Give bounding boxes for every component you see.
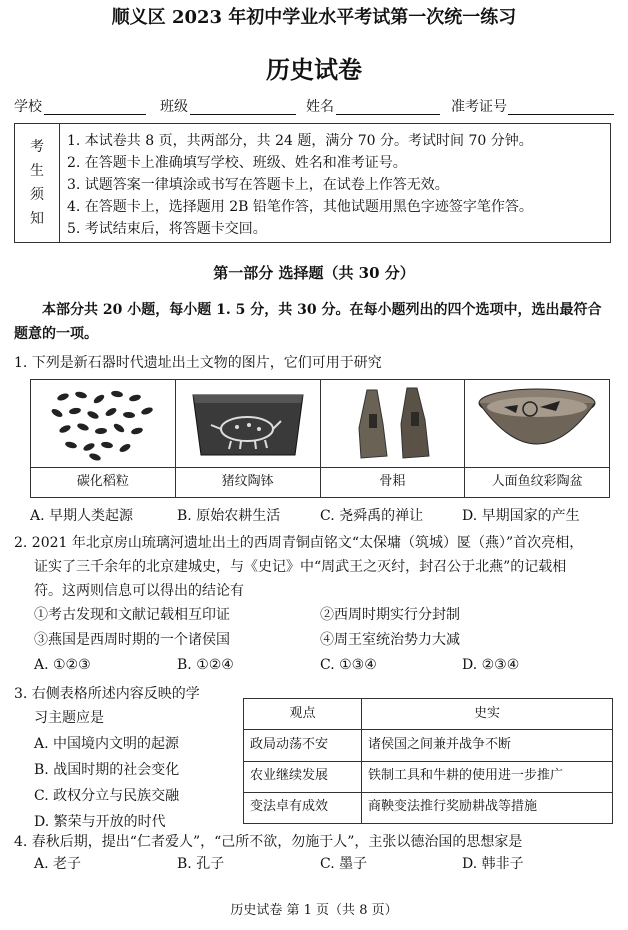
option: D. ②③④ <box>462 657 520 673</box>
name-blank <box>336 114 440 115</box>
rice-grains-icon <box>31 380 175 468</box>
q1-image-cell <box>176 380 321 497</box>
exam-id-label: 准考证号 <box>451 99 507 115</box>
q1-image-cell <box>321 380 466 497</box>
option: C. 政权分立与民族交融 <box>34 788 180 804</box>
q1-image-cell <box>31 380 176 497</box>
q3-history-table <box>243 698 613 824</box>
statement: ②西周时期实行分封制 <box>320 607 460 623</box>
table-cell: 政局动荡不安 <box>244 730 362 761</box>
exam-subtitle: 历史试卷 <box>266 55 362 84</box>
school-label: 学校 <box>14 99 42 115</box>
section-intro: 本部分共 20 小题，每小题 1. 5 分，共 30 分。在每小题列出的四个选项中，选出最符合题意的一项。 <box>14 302 602 342</box>
table-cell: 农业继续发展 <box>244 761 362 792</box>
table-header: 史实 <box>362 699 613 730</box>
option: D. 韩非子 <box>462 856 524 872</box>
option: D. 早期国家的产生 <box>462 508 580 524</box>
statement: ①考古发现和文献记载相互印证 <box>34 607 230 623</box>
q3-stem: 3. 右侧表格所述内容反映的学 习主题应是 <box>14 686 200 726</box>
q1-options <box>0 507 628 527</box>
table-row <box>244 730 613 761</box>
table-cell: 商鞅变法推行奖励耕战等措施 <box>362 792 613 823</box>
section-heading: 第一部分 选择题（共 30 分） <box>213 264 415 282</box>
option: C. ①③④ <box>320 657 377 673</box>
option: B. 孔子 <box>177 856 225 872</box>
option: C. 墨子 <box>320 856 368 872</box>
notice-item: 2. 在答题卡上准确填写学校、班级、姓名和准考证号。 <box>67 155 407 171</box>
pig-pottery-icon <box>176 380 320 468</box>
painted-basin-icon <box>465 380 609 468</box>
option: B. ①②④ <box>177 657 234 673</box>
q2-stem: 2. 2021 年北京房山琉璃河遗址出土的西周青铜卣铭文“太保墉（筑城）匽（燕）”首次亮相， 证实了三千余年的北京建城史，与《史记》中“周武王之灭纣，封召公于北燕”的记载相 符。这两则信息可以得出的结论有 <box>14 535 584 599</box>
class-label: 班级 <box>160 99 188 115</box>
image-caption: 碳化稻粒 <box>76 474 129 490</box>
page-footer: 历史试卷 第 1 页（共 8 页） <box>230 903 398 918</box>
student-info-line <box>14 98 614 120</box>
class-blank <box>190 114 296 115</box>
q2-statements <box>0 606 628 656</box>
table-cell: 变法卓有成效 <box>244 792 362 823</box>
table-row <box>244 761 613 792</box>
option: B. 战国时期的社会变化 <box>34 762 180 778</box>
exam-id-blank <box>508 114 614 115</box>
q4-stem: 4. 春秋后期，提出“仁者爱人”，“己所不欲，勿施于人”，主张以德治国的思想家是 <box>14 834 523 850</box>
q1-image-table <box>30 379 610 498</box>
option: D. 繁荣与开放的时代 <box>34 814 166 830</box>
school-blank <box>44 114 146 115</box>
table-cell: 铁制工具和牛耕的使用进一步推广 <box>362 761 613 792</box>
option: A. ①②③ <box>34 657 91 673</box>
q3-options <box>34 731 234 835</box>
option: A. 早期人类起源 <box>30 508 134 524</box>
notice-item: 5. 考试结束后，将答题卡交回。 <box>67 221 267 237</box>
notice-items <box>67 130 533 240</box>
q1-stem: 1. 下列是新石器时代遗址出土文物的图片，它们可用于研究 <box>14 355 382 371</box>
q4-options <box>0 855 628 875</box>
image-caption: 人面鱼纹彩陶盆 <box>491 474 583 490</box>
image-caption: 猪纹陶钵 <box>221 474 274 490</box>
table-cell: 诸侯国之间兼并战争不断 <box>362 730 613 761</box>
exam-title: 顺义区 2023 年初中学业水平考试第一次统一练习 <box>111 7 517 28</box>
name-label: 姓名 <box>306 99 334 115</box>
image-caption: 骨耜 <box>379 474 406 490</box>
exam-notice-box <box>14 123 611 243</box>
bone-spade-icon <box>321 380 465 468</box>
option: A. 中国境内文明的起源 <box>34 736 180 752</box>
option: B. 原始农耕生活 <box>177 508 281 524</box>
q2-options <box>0 656 628 676</box>
notice-item: 4. 在答题卡上，选择题用 2B 铅笔作答，其他试题用黑色字迹签字笔作答。 <box>67 199 533 215</box>
notice-item: 3. 试题答案一律填涂或书写在答题卡上，在试卷上作答无效。 <box>67 177 449 193</box>
notice-item: 1. 本试卷共 8 页，共两部分，共 24 题，满分 70 分。考试时间 70 分钟。 <box>67 133 533 149</box>
option: A. 老子 <box>34 856 82 872</box>
statement: ④周王室统治势力大减 <box>320 632 460 648</box>
table-header: 观点 <box>244 699 362 730</box>
option: C. 尧舜禹的禅让 <box>320 508 424 524</box>
table-row <box>244 792 613 823</box>
q1-image-cell <box>465 380 609 497</box>
statement: ③燕国是西周时期的一个诸侯国 <box>34 632 230 648</box>
notice-side-label: 考 生 须 知 <box>15 124 60 242</box>
